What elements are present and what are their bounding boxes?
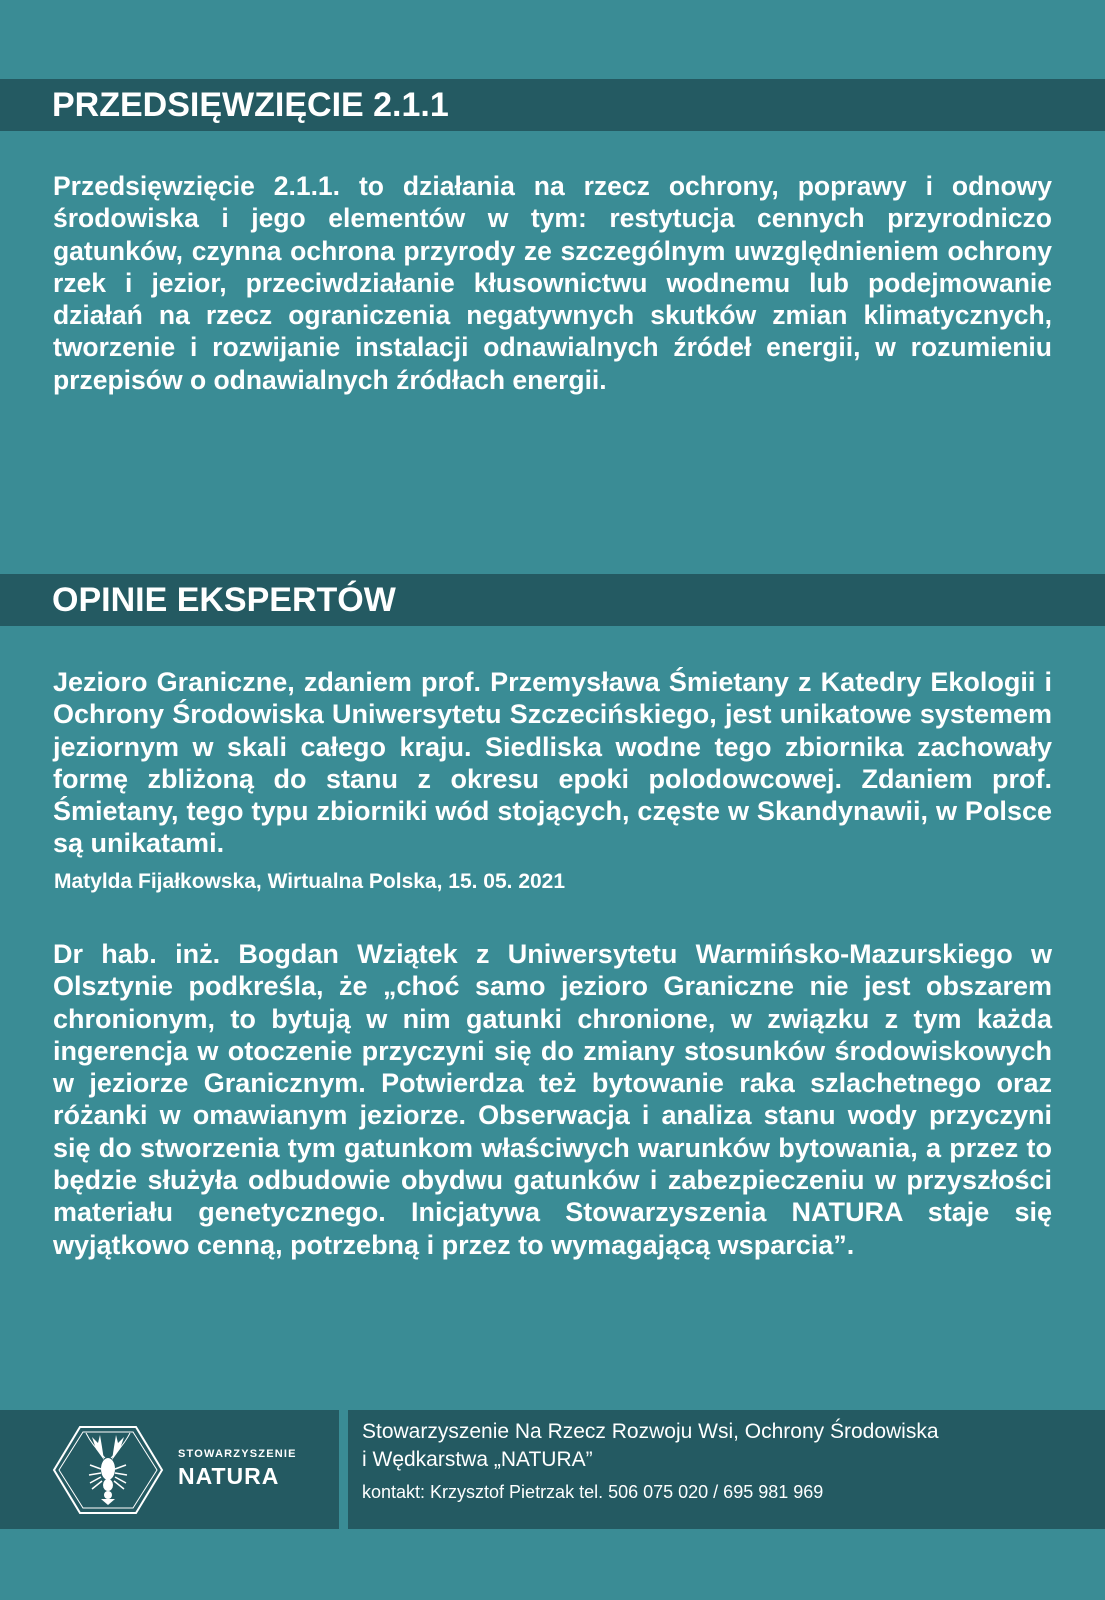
logo-big-text: NATURA: [178, 1463, 280, 1489]
footer-logo-panel: [0, 1410, 339, 1529]
section-heading-experts: [0, 574, 1105, 626]
expert-opinion-1: Jezioro Graniczne, zdaniem prof. Przemysława Śmietany z Katedry Ekologii i Ochrony Środowiska Uniwersytetu Szczecińskiego, jest unikatowe systemem jeziornym w skali całego kraju. Siedliska wodne tego zbiornika zachowały formę zbliżoną do stanu z okresu epoki polodowcowej. Zdaniem prof. Śmietany, tego typu zbiorniki wód stojących, częste w Skandynawii, w Polsce są unikatami.: [53, 667, 1052, 859]
section-heading-project: [0, 79, 1105, 131]
footer-org-line-1: Stowarzyszenie Na Rzecz Rozwoju Wsi, Ochrony Środowiska: [362, 1420, 939, 1443]
section-heading-experts-text: OPINIE EKSPERTÓW: [52, 580, 396, 619]
project-description: Przedsięwzięcie 2.1.1. to działania na rzecz ochrony, poprawy i odnowy środowiska i jego elementów w tym: restytucja cennych przyrodniczo gatunków, czynna ochrona przyrody ze szczególnym uwzględnieniem ochrony rzek i jezior, przeciwdziałanie kłusownictwu wodnemu lub podejmowanie działań na rzecz ograniczenia negatywnych skutków zmian klimatycznych, tworzenie i rozwijanie instalacji odnawialnych źródeł energii, w rozumieniu przepisów o odnawialnych źródłach energii.: [53, 171, 1052, 395]
logo-small-text: STOWARZYSZENIE: [178, 1448, 297, 1460]
footer-contact: kontakt: Krzysztof Pietrzak tel. 506 075 020 / 695 981 969: [362, 1482, 824, 1502]
footer-contact-panel: [348, 1410, 1105, 1529]
expert-opinion-2: Dr hab. inż. Bogdan Wziątek z Uniwersytetu Warmińsko-Mazurskiego w Olsztynie podkreśla, że „choć samo jezioro Graniczne nie jest obszarem chronionym, to bytują w nim gatunki chronione, w związku z tym każda ingerencja w otoczenie przyczyni się do zmiany stosunków środowiskowych w jeziorze Granicznym. Potwierdza też bytowanie raka szlachetnego oraz różanki w omawianym jeziorze. Obserwacja i analiza stanu wody przyczyni się do stworzenia tym gatunkom właściwych warunków bytowania, a przez to będzie służyła odbudowie obydwu gatunków i zabezpieczeniu w przyszłości materiału genetycznego. Inicjatywa Stowarzyszenia NATURA staje się wyjątkowo cenną, potrzebną i przez to wymagającą wsparcia”.: [53, 939, 1052, 1260]
crayfish-icon: [52, 1425, 164, 1515]
expert-opinion-1-citation: Matylda Fijałkowska, Wirtualna Polska, 15. 05. 2021: [54, 870, 566, 893]
section-heading-project-text: PRZEDSIĘWZIĘCIE 2.1.1: [52, 85, 449, 124]
footer-org-line-2: i Wędkarstwa „NATURA”: [362, 1448, 593, 1471]
